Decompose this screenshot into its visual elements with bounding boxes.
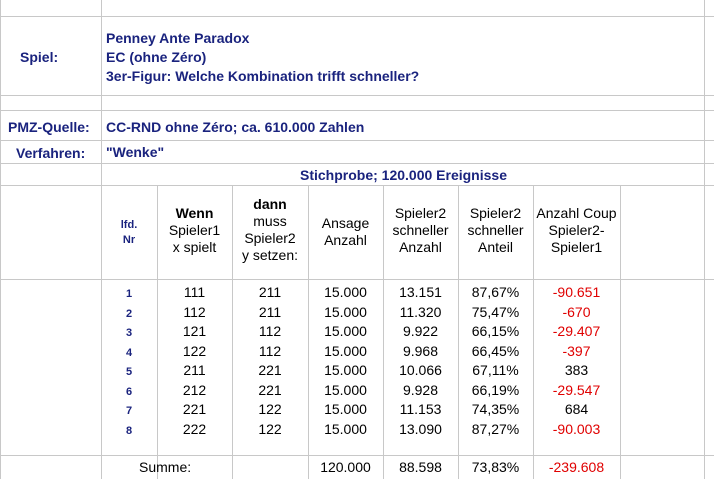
header-coup-line-2: Spieler2- — [548, 222, 605, 238]
row-ansage: 15.000 — [324, 362, 367, 378]
row-anteil: 66,19% — [471, 381, 520, 398]
row-anzahl: 9.968 — [402, 342, 439, 359]
header-wenn — [157, 205, 232, 256]
summe-anzahl: 88.598 — [399, 459, 442, 475]
header-wenn-line-2: Spieler1 — [168, 222, 221, 238]
row-nr: 5 — [125, 366, 133, 378]
summe-label: Summe: — [139, 459, 192, 475]
row-anteil: 87,27% — [471, 420, 520, 437]
row-nr: 3 — [125, 327, 133, 339]
row-ansage: 15.000 — [324, 323, 367, 339]
spiel-line-3: 3er-Figur: Welche Kombination trifft schneller? — [106, 68, 420, 84]
row-x-spielt: 221 — [182, 401, 207, 417]
row-anzahl: 9.922 — [402, 323, 439, 339]
grid-line — [0, 455, 714, 456]
header-dann-line-1: dann — [253, 196, 287, 212]
row-ansage: 15.000 — [324, 303, 367, 320]
row-coup: -90.651 — [552, 284, 601, 300]
row-nr: 4 — [125, 346, 133, 359]
pmz-value: CC-RND ohne Zéro; ca. 610.000 Zahlen — [106, 119, 365, 135]
row-coup: -90.003 — [552, 420, 601, 437]
row-coup: 684 — [564, 401, 589, 417]
row-y-setzen: 221 — [258, 381, 282, 398]
row-ansage: 15.000 — [324, 420, 367, 437]
summe-ansage: 120.000 — [320, 459, 371, 475]
grid-line — [0, 185, 714, 186]
row-ansage: 15.000 — [324, 284, 367, 300]
row-anteil: 75,47% — [471, 303, 520, 320]
header-coup-line-1: Anzahl Coup — [536, 205, 617, 221]
header-lfd-nr — [101, 218, 157, 248]
grid-line — [620, 185, 621, 479]
header-ansage-line-1: Ansage — [321, 215, 370, 231]
row-nr: 1 — [125, 288, 133, 300]
row-coup: -397 — [562, 342, 591, 359]
row-y-setzen: 112 — [258, 342, 282, 359]
row-coup: -670 — [562, 303, 591, 320]
grid-line — [704, 0, 705, 479]
row-x-spielt: 112 — [183, 303, 206, 320]
row-nr: 7 — [125, 405, 133, 417]
row-x-spielt: 111 — [183, 284, 206, 300]
row-x-spielt: 211 — [183, 362, 206, 378]
header-ansage-line-2: Anzahl — [324, 232, 367, 248]
header-st-line-2: schneller — [467, 222, 524, 238]
spiel-line-2: EC (ohne Zéro) — [106, 49, 207, 65]
row-nr: 2 — [125, 307, 133, 320]
row-anzahl: 10.066 — [399, 362, 442, 378]
verfahren-label: Verfahren: — [16, 145, 86, 161]
row-anzahl: 11.153 — [399, 401, 442, 417]
row-coup: -29.407 — [552, 323, 601, 339]
row-anzahl: 13.090 — [399, 420, 442, 437]
spiel-line-1: Penney Ante Paradox — [106, 30, 250, 46]
row-x-spielt: 222 — [182, 420, 207, 437]
row-nr: 8 — [125, 424, 133, 437]
verfahren-value: "Wenke" — [106, 144, 165, 160]
row-anteil: 67,11% — [472, 362, 519, 378]
row-anteil: 66,45% — [471, 342, 520, 359]
header-sa-line-1: Spieler2 — [394, 205, 447, 221]
row-y-setzen: 211 — [258, 284, 282, 300]
grid-line — [0, 163, 714, 164]
row-nr: 6 — [125, 385, 133, 398]
header-st-line-3: Anteil — [477, 239, 514, 255]
header-nr-line: Nr — [122, 234, 136, 246]
row-x-spielt: 121 — [182, 323, 207, 339]
header-sa-line-2: schneller — [392, 222, 449, 238]
header-wenn-line-1: Wenn — [175, 205, 214, 221]
header-schneller-anzahl — [383, 205, 458, 256]
grid-line — [0, 110, 714, 111]
row-ansage: 15.000 — [324, 381, 367, 398]
header-dann-line-2: muss — [253, 213, 287, 229]
row-y-setzen: 221 — [258, 362, 282, 378]
grid-line — [0, 0, 1, 479]
header-schneller-anteil — [458, 205, 533, 256]
grid-line — [0, 140, 714, 141]
row-y-setzen: 122 — [258, 401, 282, 417]
row-anteil: 66,15% — [471, 323, 520, 339]
row-anzahl: 11.320 — [399, 303, 442, 320]
grid-line — [0, 16, 714, 17]
row-coup: -29.547 — [552, 381, 601, 398]
row-y-setzen: 122 — [258, 420, 282, 437]
row-anzahl: 13.151 — [399, 284, 442, 300]
row-ansage: 15.000 — [324, 342, 367, 359]
grid-line — [0, 95, 714, 96]
stichprobe-label: Stichprobe; 120.000 Ereignisse — [300, 167, 507, 183]
summe-anteil: 73,83% — [471, 459, 520, 475]
spiel-label: Spiel: — [20, 49, 59, 65]
header-lfd-line: lfd. — [120, 219, 138, 231]
pmz-label: PMZ-Quelle: — [8, 119, 90, 135]
header-dann-line-3: Spieler2 — [244, 230, 296, 246]
header-sa-line-3: Anzahl — [399, 239, 442, 255]
row-x-spielt: 212 — [182, 381, 207, 398]
header-dann-line-4: y setzen: — [241, 247, 299, 263]
header-anzahl-coup — [533, 205, 620, 256]
row-anteil: 87,67% — [471, 284, 520, 300]
header-wenn-line-3: x spielt — [172, 239, 217, 255]
header-dann — [232, 196, 308, 264]
header-st-line-1: Spieler2 — [469, 205, 522, 221]
grid-line — [0, 279, 714, 280]
row-ansage: 15.000 — [324, 401, 367, 417]
row-anzahl: 9.928 — [402, 381, 439, 398]
header-ansage — [308, 215, 383, 249]
row-coup: 383 — [564, 362, 589, 378]
summe-coup: -239.608 — [548, 459, 605, 475]
row-anteil: 74,35% — [471, 401, 520, 417]
row-x-spielt: 122 — [182, 342, 207, 359]
row-y-setzen: 112 — [258, 323, 282, 339]
row-y-setzen: 211 — [258, 303, 282, 320]
header-coup-line-3: Spieler1 — [550, 239, 603, 255]
